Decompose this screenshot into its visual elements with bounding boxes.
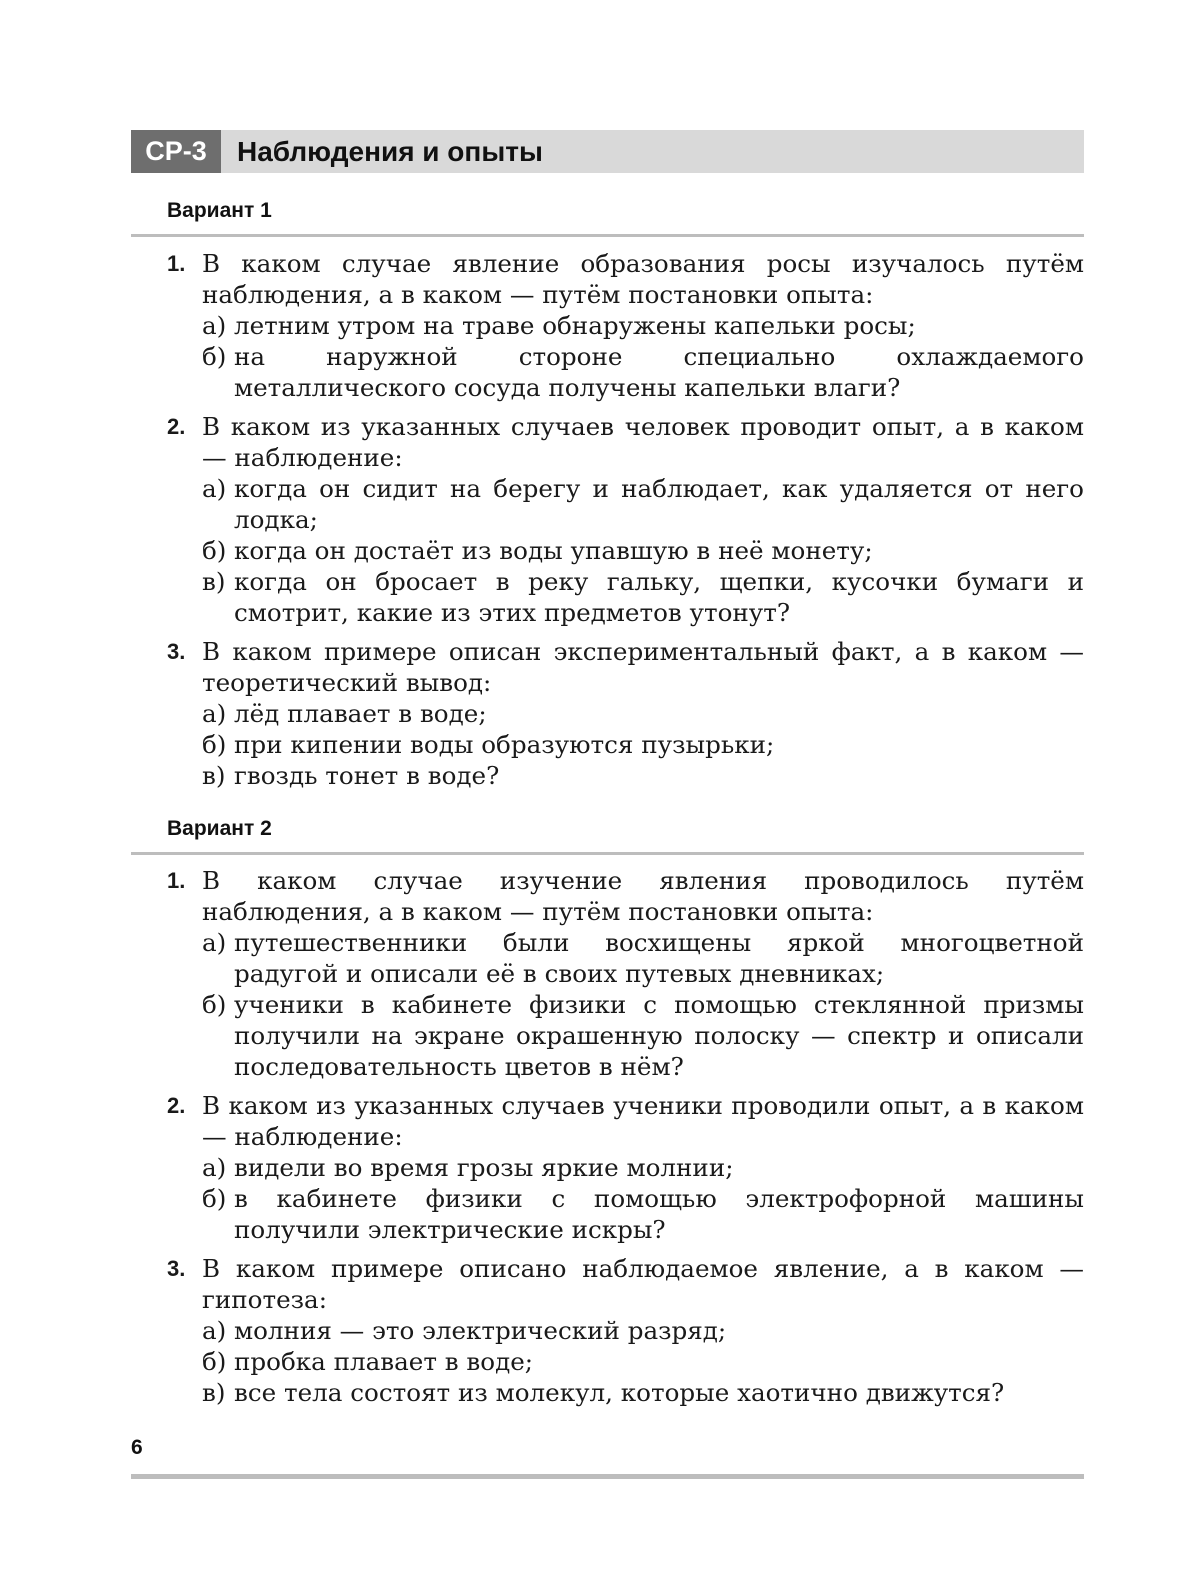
- option-text: пробка плавает в воде;: [234, 1347, 534, 1376]
- option-label: а): [202, 699, 227, 728]
- option-label: а): [202, 474, 227, 503]
- option: [202, 1346, 1084, 1377]
- question-text: В каком случае изучение явления проводилось путём наблюдения, а в каком — путём постановки опыта:: [202, 866, 1084, 926]
- question-text: В каком примере описан экспериментальный факт, а в каком — теоретический вывод:: [202, 637, 1084, 697]
- option-label: а): [202, 1153, 227, 1182]
- option-label: б): [202, 342, 227, 371]
- option-label: в): [202, 567, 226, 596]
- option-text: когда он бросает в реку гальку, щепки, кусочки бумаги и смотрит, какие из этих предметов утонут?: [234, 567, 1084, 627]
- option-text: путешественники были восхищены яркой многоцветной радугой и описали её в своих путевых дневниках;: [234, 928, 1084, 988]
- option-label: б): [202, 1184, 227, 1213]
- question-number: 3.: [167, 1256, 186, 1281]
- option-label: б): [202, 536, 227, 565]
- option: [202, 566, 1084, 628]
- option: [202, 729, 1084, 760]
- page-number: 6: [131, 1436, 143, 1459]
- question: [167, 636, 1084, 791]
- question-text: В каком из указанных случаев человек проводит опыт, а в каком — наблюдение:: [202, 412, 1084, 472]
- variant-1-questions: [167, 248, 1084, 799]
- option-text: молния — это электрический разряд;: [234, 1316, 727, 1345]
- variant-1-rule: [131, 234, 1084, 237]
- option: [202, 310, 1084, 341]
- option-label: б): [202, 1347, 227, 1376]
- section-badge: СР-3: [131, 130, 221, 173]
- question-text: В каком примере описано наблюдаемое явление, а в каком — гипотеза:: [202, 1254, 1084, 1314]
- question: [167, 248, 1084, 403]
- option-label: а): [202, 928, 227, 957]
- question-text: В каком из указанных случаев ученики проводили опыт, а в каком — наблюдение:: [202, 1091, 1084, 1151]
- option: [202, 760, 1084, 791]
- question-number: 2.: [167, 414, 186, 439]
- option: [202, 1183, 1084, 1245]
- option-text: на наружной стороне специально охлаждаемого металлического сосуда получены капельки влаги?: [234, 342, 1084, 402]
- question: [167, 1090, 1084, 1245]
- option: [202, 1377, 1084, 1408]
- option-text: летним утром на траве обнаружены капельки росы;: [234, 311, 916, 340]
- section-header: [131, 130, 1084, 173]
- question: [167, 865, 1084, 1082]
- option-text: когда он достаёт из воды упавшую в неё монету;: [234, 536, 873, 565]
- option: [202, 473, 1084, 535]
- option-label: а): [202, 1316, 227, 1345]
- question-number: 1.: [167, 868, 186, 893]
- option: [202, 927, 1084, 989]
- option-text: все тела состоят из молекул, которые хаотично движутся?: [234, 1378, 1005, 1407]
- option: [202, 989, 1084, 1082]
- option: [202, 535, 1084, 566]
- option-label: а): [202, 311, 227, 340]
- option-text: ученики в кабинете физики с помощью стеклянной призмы получили на экране окрашенную полоску — спектр и описали последовательность цветов в нём?: [234, 990, 1084, 1081]
- option-text: при кипении воды образуются пузырьки;: [234, 730, 775, 759]
- question-number: 1.: [167, 251, 186, 276]
- variant-1-title: Вариант 1: [167, 199, 272, 222]
- variant-2-rule: [131, 852, 1084, 855]
- option: [202, 1315, 1084, 1346]
- variant-2-title: Вариант 2: [167, 817, 272, 840]
- question-number: 3.: [167, 639, 186, 664]
- question: [167, 411, 1084, 628]
- question: [167, 1253, 1084, 1408]
- footer-rule: [131, 1474, 1084, 1479]
- option: [202, 698, 1084, 729]
- question-text: В каком случае явление образования росы изучалось путём наблюдения, а в каком — путём постановки опыта:: [202, 249, 1084, 309]
- option-label: в): [202, 761, 226, 790]
- option-text: видели во время грозы яркие молнии;: [234, 1153, 734, 1182]
- option-text: когда он сидит на берегу и наблюдает, как удаляется от него лодка;: [234, 474, 1084, 534]
- option: [202, 341, 1084, 403]
- section-title: Наблюдения и опыты: [237, 135, 543, 167]
- question-number: 2.: [167, 1093, 186, 1118]
- option-text: лёд плавает в воде;: [234, 699, 487, 728]
- option-label: б): [202, 730, 227, 759]
- option-label: б): [202, 990, 227, 1019]
- variant-2-questions: [167, 865, 1084, 1416]
- option: [202, 1152, 1084, 1183]
- option-text: в кабинете физики с помощью электрофорной машины получили электрические искры?: [234, 1184, 1084, 1244]
- option-text: гвоздь тонет в воде?: [234, 761, 500, 790]
- option-label: в): [202, 1378, 226, 1407]
